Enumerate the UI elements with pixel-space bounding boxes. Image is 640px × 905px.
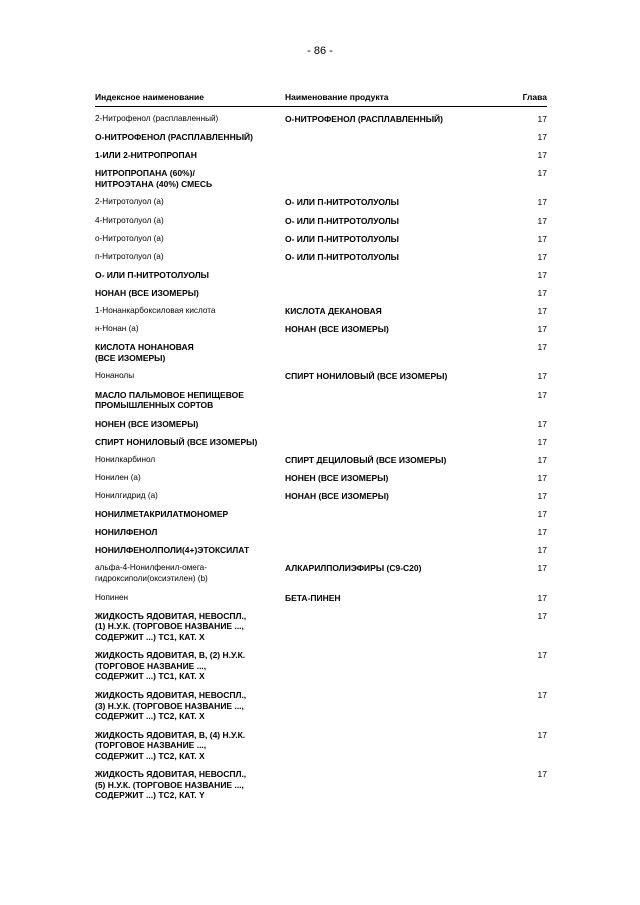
index-name-cell: ЖИДКОСТЬ ЯДОВИТАЯ, В, (2) Н.У.К. (ТОРГОВОЕ НАЗВАНИЕ ..., СОДЕРЖИТ ...) ТС1, КАТ. X (95, 650, 246, 682)
table-row (95, 234, 547, 245)
index-name-cell: КИСЛОТА НОНАНОВАЯ (ВСЕ ИЗОМЕРЫ) (95, 342, 194, 363)
chapter-cell: 17 (537, 197, 547, 208)
chapter-cell: 17 (537, 168, 547, 179)
chapter-cell: 17 (537, 389, 547, 400)
index-name-cell: НОНЕН (ВСЕ ИЗОМЕРЫ) (95, 418, 199, 429)
table-row (95, 437, 547, 448)
header-chapter: Глава (522, 92, 547, 102)
index-name-cell: НИТРОПРОПАНА (60%)/ НИТРОЭТАНА (40%) СМЕСЬ (95, 168, 213, 189)
index-name-cell: Нонилгидрид (a) (95, 491, 158, 501)
chapter-cell: 17 (537, 233, 547, 244)
table-row (95, 611, 547, 643)
chapter-cell: 17 (537, 215, 547, 226)
chapter-cell: 17 (537, 418, 547, 429)
chapter-cell: 17 (537, 454, 547, 465)
product-name-cell: НОНАН (ВСЕ ИЗОМЕРЫ) (285, 324, 389, 335)
chapter-cell: 17 (537, 150, 547, 161)
table-row (95, 455, 547, 466)
table-row (95, 390, 547, 411)
chapter-cell: 17 (537, 769, 547, 780)
table-row (95, 306, 547, 317)
table-row (95, 371, 547, 382)
table-row (95, 216, 547, 227)
index-name-cell: ЖИДКОСТЬ ЯДОВИТАЯ, В, (4) Н.У.К. (ТОРГОВОЕ НАЗВАНИЕ ..., СОДЕРЖИТ ...) ТС2, КАТ. X (95, 729, 246, 761)
index-name-cell: МАСЛО ПАЛЬМОВОЕ НЕПИЩЕВОЕ ПРОМЫШЛЕННЫХ СОРТОВ (95, 389, 244, 410)
chapter-cell: 17 (537, 251, 547, 262)
chapter-cell: 17 (537, 287, 547, 298)
chapter-cell: 17 (537, 690, 547, 701)
index-name-cell: 4-Нитротолуол (a) (95, 215, 164, 225)
table-body (95, 114, 547, 809)
index-name-cell: н-Нонан (a) (95, 324, 139, 334)
chapter-cell: 17 (537, 650, 547, 661)
table-row (95, 324, 547, 335)
index-name-cell: о-Нитротолуол (a) (95, 233, 164, 243)
table-row (95, 270, 547, 281)
chapter-cell: 17 (537, 324, 547, 335)
chapter-cell: 17 (537, 306, 547, 317)
chapter-cell: 17 (537, 527, 547, 538)
table-row (95, 509, 547, 520)
table-row (95, 527, 547, 538)
product-name-cell: НОНАН (ВСЕ ИЗОМЕРЫ) (285, 491, 389, 502)
product-name-cell: СПИРТ НОНИЛОВЫЙ (ВСЕ ИЗОМЕРЫ) (285, 371, 448, 382)
table-row (95, 342, 547, 363)
product-name-cell: КИСЛОТА ДЕКАНОВАЯ (285, 306, 382, 317)
table-row (95, 114, 547, 125)
chapter-cell: 17 (537, 132, 547, 143)
table-row (95, 132, 547, 143)
index-name-cell: Нонилкарбинол (95, 454, 156, 464)
index-name-cell: альфа-4-Нонилфенил-омега- гидроксиполи(оксиэтилен) (b) (95, 563, 208, 583)
table-row (95, 491, 547, 502)
table-row (95, 168, 547, 189)
table-row (95, 769, 547, 801)
chapter-cell: 17 (537, 563, 547, 574)
index-name-cell: п-Нитротолуол (a) (95, 251, 164, 261)
header-product-name: Наименование продукта (285, 92, 389, 102)
chapter-cell: 17 (537, 472, 547, 483)
table-row (95, 473, 547, 484)
product-name-cell: О- ИЛИ П-НИТРОТОЛУОЛЫ (285, 251, 400, 262)
chapter-cell: 17 (537, 509, 547, 520)
product-name-cell: О- ИЛИ П-НИТРОТОЛУОЛЫ (285, 197, 400, 208)
table-row (95, 150, 547, 161)
index-name-cell: 2-Нитротолуол (a) (95, 197, 164, 207)
chapter-cell: 17 (537, 342, 547, 353)
index-name-cell: НОНИЛМЕТАКРИЛАТМОНОМЕР (95, 509, 229, 520)
product-name-cell: О- ИЛИ П-НИТРОТОЛУОЛЫ (285, 233, 400, 244)
chapter-cell: 17 (537, 491, 547, 502)
chapter-cell: 17 (537, 729, 547, 740)
index-name-cell: ЖИДКОСТЬ ЯДОВИТАЯ, НЕВОСПЛ., (3) Н.У.К. (ТОРГОВОЕ НАЗВАНИЕ ..., СОДЕРЖИТ ...) ТС2, КАТ. X (95, 690, 247, 722)
product-name-cell: СПИРТ ДЕЦИЛОВЫЙ (ВСЕ ИЗОМЕРЫ) (285, 454, 447, 465)
chapter-cell: 17 (537, 545, 547, 556)
table-row (95, 288, 547, 299)
product-name-cell: БЕТА-ПИНЕН (285, 592, 341, 603)
index-name-cell: О-НИТРОФЕНОЛ (РАСПЛАВЛЕННЫЙ) (95, 132, 253, 143)
table-row (95, 563, 547, 584)
index-name-cell: О- ИЛИ П-НИТРОТОЛУОЛЫ (95, 269, 210, 280)
chapter-cell: 17 (537, 371, 547, 382)
index-name-cell: Нонанолы (95, 371, 135, 381)
index-name-cell: Нопинен (95, 592, 129, 602)
index-name-cell: ЖИДКОСТЬ ЯДОВИТАЯ, НЕВОСПЛ., (1) Н.У.К. (ТОРГОВОЕ НАЗВАНИЕ ..., СОДЕРЖИТ ...) ТС1, КАТ. X (95, 610, 247, 642)
index-name-cell: 1-ИЛИ 2-НИТРОПРОПАН (95, 150, 197, 161)
index-name-cell: НОНИЛФЕНОЛ (95, 527, 158, 538)
index-name-cell: НОНАН (ВСЕ ИЗОМЕРЫ) (95, 287, 199, 298)
table-row (95, 545, 547, 556)
page-number: - 86 - (307, 45, 333, 57)
chapter-cell: 17 (537, 592, 547, 603)
chapter-cell: 17 (537, 610, 547, 621)
index-name-cell: ЖИДКОСТЬ ЯДОВИТАЯ, НЕВОСПЛ., (5) Н.У.К. (ТОРГОВОЕ НАЗВАНИЕ ..., СОДЕРЖИТ ...) ТС2, КАТ. Y (95, 769, 247, 801)
table-row (95, 252, 547, 263)
header-index-name: Индексное наименование (95, 92, 205, 102)
table-row (95, 690, 547, 722)
table-row (95, 593, 547, 604)
index-name-cell: 2-Нитрофенол (расплавленный) (95, 114, 219, 123)
table-row (95, 650, 547, 682)
table-row (95, 419, 547, 430)
chapter-cell: 17 (537, 114, 547, 124)
chapter-cell: 17 (537, 436, 547, 447)
product-name-cell: О-НИТРОФЕНОЛ (РАСПЛАВЛЕННЫЙ) (285, 114, 443, 124)
product-name-cell: АЛКАРИЛПОЛИЭФИРЫ (C9-C20) (285, 563, 422, 574)
table-row (95, 197, 547, 208)
index-name-cell: НОНИЛФЕНОЛПОЛИ(4+)ЭТОКСИЛАТ (95, 545, 250, 556)
table-header (95, 92, 547, 107)
index-name-cell: 1-Нонанкарбоксиловая кислота (95, 306, 216, 316)
product-name-cell: О- ИЛИ П-НИТРОТОЛУОЛЫ (285, 215, 400, 226)
product-name-cell: НОНЕН (ВСЕ ИЗОМЕРЫ) (285, 472, 389, 483)
table-row (95, 730, 547, 762)
index-name-cell: Нонилен (a) (95, 472, 141, 482)
index-name-cell: СПИРТ НОНИЛОВЫЙ (ВСЕ ИЗОМЕРЫ) (95, 436, 258, 447)
chapter-cell: 17 (537, 269, 547, 280)
